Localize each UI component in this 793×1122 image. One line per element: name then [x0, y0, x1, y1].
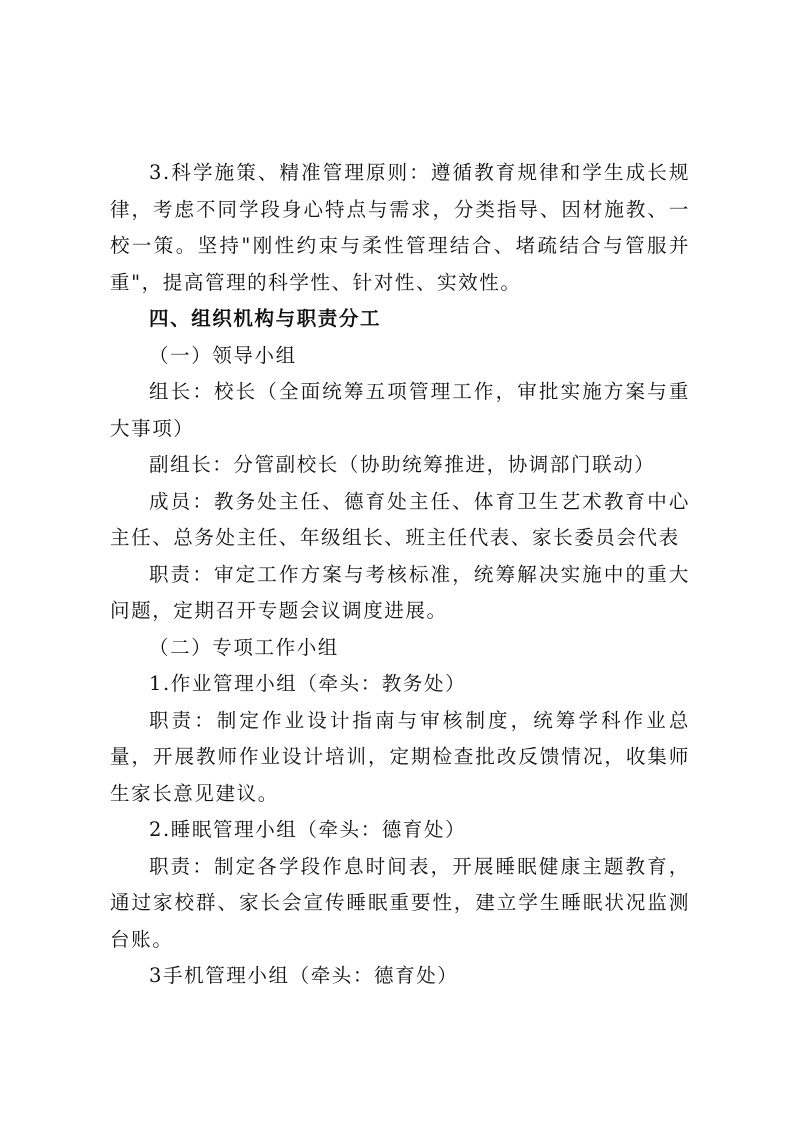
subsection-heading: （二）专项工作小组 — [149, 635, 339, 659]
sleep-group-title: 2.睡眠管理小组（牵头：德育处） — [149, 818, 467, 841]
subsection-heading: （一）领导小组 — [149, 343, 297, 367]
deputy-leader-paragraph: 副组长：分管副校长（协助统筹推进，协调部门联动） — [149, 453, 656, 476]
members-paragraph: 成员：教务处主任、德育处主任、体育卫生艺术教育中心主任、总务处主任、年级组长、班主任代表、家长委员会代表 — [110, 489, 690, 549]
section-heading: 四、组织机构与职责分工 — [149, 307, 382, 330]
sleep-duties-paragraph: 职责：制定各学段作息时间表，开展睡眠健康主题教育，通过家校群、家长会宣传睡眠重要性，建立学生睡眠状况监测台账。 — [110, 854, 690, 951]
homework-group-title: 1.作业管理小组（牵头：教务处） — [149, 672, 467, 695]
principle-paragraph: 3.科学施策、精准管理原则：遵循教育规律和学生成长规律，考虑不同学段身心特点与需求，分类指导、因材施教、一校一策。坚持"刚性约束与柔性管理结合、堵疏结合与管服并重"，提高管理的科学性、针对性、实效性。 — [110, 161, 690, 294]
phone-group-title: 3手机管理小组（牵头：德育处） — [149, 964, 459, 987]
homework-duties-paragraph: 职责：制定作业设计指南与审核制度，统筹学科作业总量，开展教师作业设计培训，定期检查批改反馈情况，收集师生家长意见建议。 — [110, 708, 690, 805]
group-leader-paragraph: 组长：校长（全面统筹五项管理工作，审批实施方案与重大事项） — [110, 380, 690, 440]
document-body — [110, 155, 690, 995]
leadership-duties-paragraph: 职责：审定工作方案与考核标准，统筹解决实施中的重大问题，定期召开专题会议调度进展。 — [110, 562, 690, 622]
